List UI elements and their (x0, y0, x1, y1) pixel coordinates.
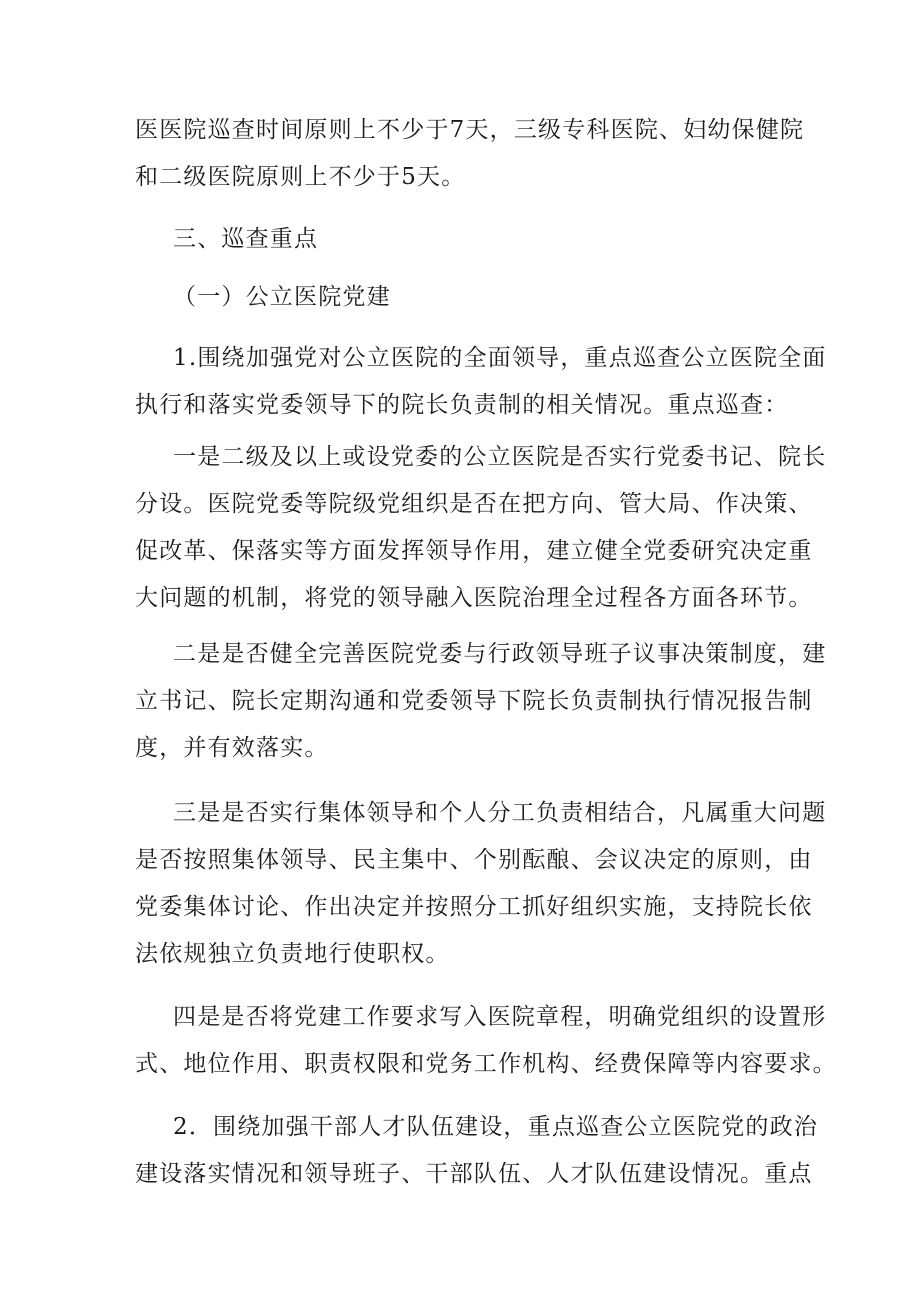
text-line: 式、地位作用、职责权限和党务工作机构、经费保障等内容要求。 (135, 1051, 837, 1077)
text-line: 四是是否将党建工作要求写入医院章程，明确党组织的设置形 (173, 1004, 827, 1030)
paragraph-inspection-duration (135, 107, 805, 201)
paragraph-fourth-point (135, 994, 837, 1088)
paragraph-third-point (135, 790, 827, 978)
text-line: 三是是否实行集体领导和个人分工负责相结合，凡属重大问题 (173, 800, 827, 826)
text-line: 促改革、保落实等方面发挥领导作用，建立健全党委研究决定重 (135, 538, 813, 564)
text-line: 二是是否健全完善医院党委与行政领导班子议事决策制度，建 (173, 641, 827, 667)
text-line: 2．围绕加强干部人才队伍建设，重点巡查公立医院党的政治 (173, 1114, 819, 1140)
text-line: 度，并有效落实。 (135, 735, 329, 761)
text-line: 三、巡查重点 (173, 226, 319, 252)
text-line: 执行和落实党委领导下的院长负责制的相关情况。重点巡查： (135, 392, 789, 418)
text-line: 党委集体讨论、作出决定并按照分工抓好组织实施，支持院长依 (135, 894, 813, 920)
paragraph-second-point (135, 631, 827, 772)
section-heading-inspection-focus (173, 216, 833, 263)
text-line: 是否按照集体领导、民主集中、个别酝酿、会议决定的原则，由 (135, 847, 813, 873)
text-line: 建设落实情况和领导班子、干部队伍、人才队伍建设情况。重点 (135, 1161, 813, 1187)
text-line: 分设。医院党委等院级党组织是否在把方向、管大局、作决策、 (135, 491, 813, 517)
paragraph-first-point (135, 434, 827, 622)
text-line: 大问题的机制，将党的领导融入医院治理全过程各方面各环节。 (135, 585, 813, 611)
paragraph-item-1 (135, 335, 827, 429)
subsection-heading-party-building (173, 274, 833, 321)
text-line: 医医院巡查时间原则上不少于7天，三级专科医院、妇幼保健院 (135, 117, 805, 143)
text-line: 1.围绕加强党对公立医院的全面领导，重点巡查公立医院全面 (173, 345, 827, 371)
text-line: 法依规独立负责地行使职权。 (135, 941, 450, 967)
text-line: 立书记、院长定期沟通和党委领导下院长负责制执行情况报告制 (135, 688, 813, 714)
text-line: （一）公立医院党建 (173, 284, 391, 310)
paragraph-item-2 (135, 1104, 819, 1198)
text-line: 和二级医院原则上不少于5天。 (135, 164, 466, 190)
text-line: 一是二级及以上或设党委的公立医院是否实行党委书记、院长 (173, 444, 827, 470)
